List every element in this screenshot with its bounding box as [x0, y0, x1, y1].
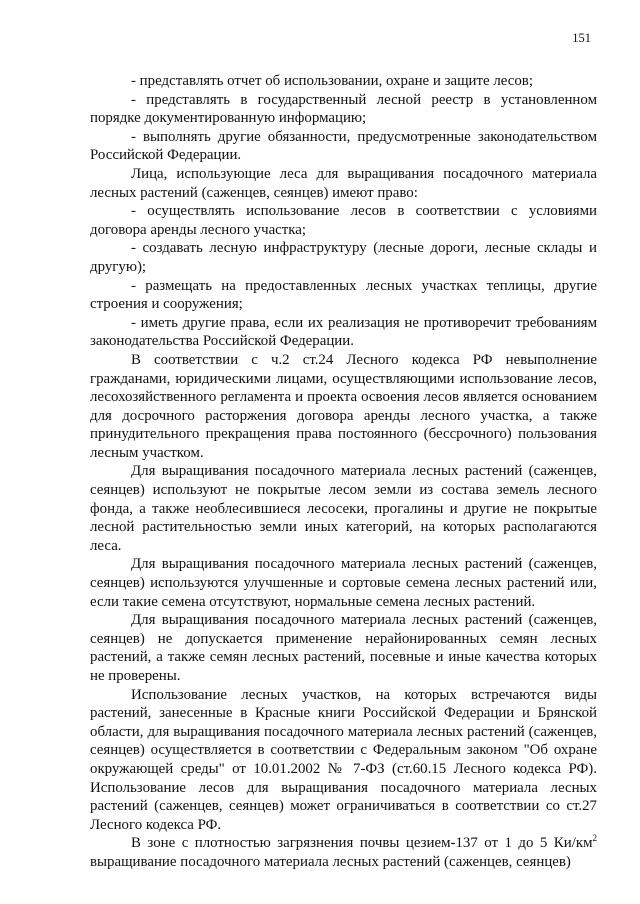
- paragraph: В соответствии с ч.2 ст.24 Лесного кодекса РФ невыполнение гражданами, юридическими лицами, осуществляющими использование лесов, лесохозяйственного регламента и проекта освоения лесов является основанием для досрочного расторжения договора аренды лесного участка, а также принудительного прекращения права постоянного (бессрочного) пользования лесным участком.: [90, 351, 597, 461]
- paragraph-text: выращивание посадочного материала лесных растений (саженцев, сеянцев): [90, 853, 571, 870]
- paragraph: Лица, использующие леса для выращивания посадочного материала лесных растений (саженцев, сеянцев) имеют право:: [90, 165, 597, 201]
- paragraph: Для выращивания посадочного материала лесных растений (саженцев, сеянцев) не допускается применение нерайонированных семян лесных растений, а также семян лесных растений, посевные и иные качества которых не проверены.: [90, 612, 597, 684]
- paragraph: - иметь другие права, если их реализация не противоречит требованиям законодательства Российской Федерации.: [90, 314, 597, 350]
- paragraph: - выполнять другие обязанности, предусмотренные законодательством Российской Федерации.: [90, 128, 597, 164]
- paragraph-text: В зоне с плотностью загрязнения почвы цезием-137 от 1 до 5 Ки/км: [131, 835, 593, 852]
- paragraph: - представлять в государственный лесной реестр в установленном порядке документированную информацию;: [90, 91, 597, 127]
- paragraph: - представлять отчет об использовании, охране и защите лесов;: [131, 73, 533, 89]
- paragraph: - размещать на предоставленных лесных участках теплицы, другие строения и сооружения;: [90, 277, 597, 313]
- paragraph: Для выращивания посадочного материала лесных растений (саженцев, сеянцев) используются улучшенные и сортовые семена лесных растений или, если такие семена отсутствуют, нормальные семена лесных растений.: [90, 556, 597, 610]
- body-text: [90, 72, 597, 872]
- paragraph: Использование лесных участков, на которых встречаются виды растений, занесенные в Красные книги Российской Федерации и Брянской области, для выращивания посадочного материала лесных растений (саженцев, сеянцев) осуществляется в соответствии с Федеральным законом "Об охране окружающей среды" от 10.01.2002 № 7-ФЗ (ст.60.15 Лесного кодекса РФ). Использование лесов для выращивания посадочного материала лесных растений (саженцев, сеянцев) может ограничиваться в соответствии со ст.27 Лесного кодекса РФ.: [90, 686, 597, 833]
- paragraph: - создавать лесную инфраструктуру (лесные дороги, лесные склады и другую);: [90, 240, 597, 275]
- paragraph: - осуществлять использование лесов в соответствии с условиями договора аренды лесного участка;: [90, 203, 597, 238]
- page-number: 151: [572, 31, 591, 45]
- superscript: 2: [592, 833, 597, 844]
- paragraph-last: [90, 834, 597, 871]
- paragraph: Для выращивания посадочного материала лесных растений (саженцев, сеянцев) используют не покрытые лесом земли из состава земель лесного фонда, а также необлесившиеся лесосеки, прогалины и другие не покрытые лесной растительностью земли иных категорий, на которых располагаются леса.: [90, 463, 597, 554]
